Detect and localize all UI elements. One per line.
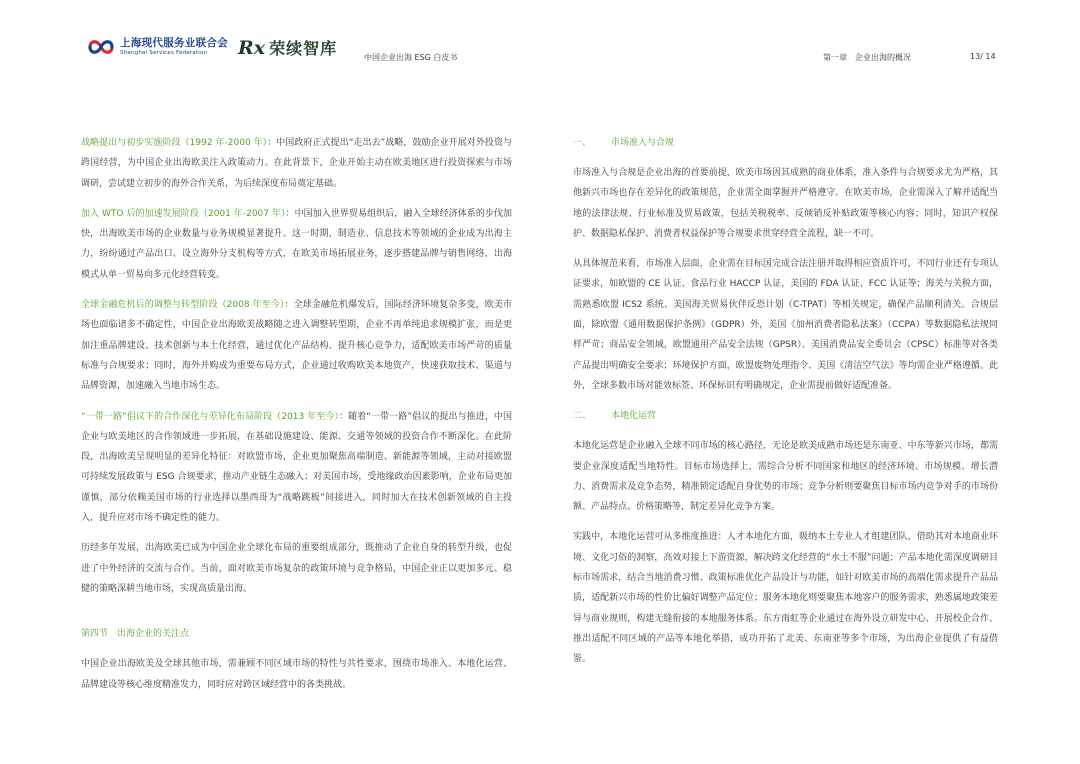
stage-body: ：中国加入世界贸易组织后，融入全球经济体系的步伐加快，出海欧美市场的企业数量与业务规模显著提升。这一时期，制造业、信息技术等领域的企业成为出海主力，纷纷通过产品出口、设立海外分支机构等方式，在欧美市场拓展业务，逐步搭建品牌与销售网络，出海模式从单一贸易向多元化经营转变。	[81, 208, 512, 280]
page-number: 13/ 14	[970, 52, 996, 61]
stage-body: ：全球金融危机爆发后，国际经济环境复杂多变，欧美市场也面临诸多不确定性，中国企业出海欧美战略随之进入调整转型期，企业不再单纯追求规模扩张，而是更加注重品牌建设、技术创新与本土化经营，通过优化产品结构、提升核心竞争力，适配欧美市场严苛的质量标准与合规要求；同时，海外并购成为重要布局方式，企业通过收购欧美本地资产，快速获取技术、渠道与品牌资源，加速融入当地市场生态。	[81, 300, 512, 392]
paragraph-localization-2: 实践中，本地化运营可从多维度推进：人才本地化方面，吸纳本土专业人才组建团队，借助其对本地商业环境、文化习俗的洞察，高效对接上下游资源，解决跨文化经营的“水土不服”问题；产品本地化需深度调研目标市场需求，结合当地消费习惯、政策标准优化产品设计与功能，如针对欧美市场的高端化需求提升产品品质，适配新兴市场的性价比偏好调整产品定位；服务本地化则要聚焦本地客户的服务需求，熟悉属地政策差异与商业规则，构建无缝衔接的本地服务体系。东方雨虹等企业通过在海外设立研发中心、开展校企合作、推出适配不同区域的产品等本地化举措，成功开拓了北美、东南亚等多个市场，为出海企业提供了有益借鉴。	[573, 532, 998, 665]
subsection-localization-title	[573, 406, 998, 426]
brand-logo	[238, 36, 337, 59]
paragraph-stage-2	[81, 204, 512, 285]
chapter-title: 第一章 企业出海的概况	[823, 53, 911, 62]
subsection-title: 本地化运营	[611, 411, 657, 422]
stage-heading: 加入 WTO 后的加速发展阶段（2001 年-2007 年）	[81, 208, 286, 219]
paragraph-stage-1	[81, 133, 512, 194]
subsection-number: 一、	[573, 138, 592, 148]
paragraph-intro: 中国企业出海欧美及全球其他市场，需兼顾不同区域市场的特性与共性要求，围绕市场准入、本地化运营、品牌建设等核心维度精准发力，同时应对跨区域经营中的各类挑战。	[81, 659, 512, 690]
left-column	[81, 133, 512, 695]
paragraph-stage-3	[81, 295, 512, 396]
stage-body: ：随着“一带一路”倡议的提出与推进，中国企业与欧美地区的合作领域进一步拓展，在基础设施建设、能源、交通等领域的投资合作不断深化。在此阶段，出海欧美呈现明显的差异化特征：对欧盟市场，企业更加聚焦高端制造、新能源等领域，主动对接欧盟可持续发展政策与 ESG 合规要求，推动产业链生态融入；对美国市场，受地缘政治因素影响，企业布局更加谨慎，部分依赖美国市场的行业选择以墨西哥为“战略跳板”间接进入，同时加大在技术创新领域的自主投入，提升应对市场不确定性的能力。	[81, 411, 513, 524]
brand-mark: Rx	[238, 36, 266, 59]
federation-logo	[86, 36, 228, 58]
stage-heading: “一带一路”倡议下的合作深化与差异化布局阶段（2013 年至今）	[81, 411, 340, 422]
subsection-title: 市场准入与合规	[611, 138, 675, 148]
paragraph-market-access-1: 市场准入与合规是企业出海的首要前提，欧美市场因其成熟的商业体系，准入条件与合规要求尤为严格，其他新兴市场也存在差异化的政策规范，企业需全面掌握并严格遵守。在欧美市场，企业需深入了解并适配当地的法律法规、行业标准及贸易政策，包括关税税率、反倾销反补贴政策等核心内容；同时，知识产权保护、数据隐私保护、消费者权益保护等合规要求贯穿经营全流程，缺一不可。	[573, 168, 998, 239]
federation-name-cn: 上海现代服务业联合会	[120, 37, 228, 49]
federation-name-en: Shanghai Services Federation	[120, 49, 208, 56]
paragraph-summary: 历经多年发展，出海欧美已成为中国企业全球化布局的重要组成部分，既推动了企业自身的转型升级，也促进了中外经济的交流与合作。当前，面对欧美市场复杂的政策环境与竞争格局，中国企业正以更加多元、稳健的策略深耕当地市场，实现高质量出海。	[81, 543, 512, 594]
paragraph-localization-1: 本地化运营是企业融入全球不同市场的核心路径，无论是欧美成熟市场还是东南亚、中东等新兴市场，都需要企业深度适配当地特性。目标市场选择上，需综合分析不同国家和地区的经济环境、市场规模、增长潜力、消费需求及竞争态势，精准锁定适配自身优势的市场；竞争分析则要聚焦目标市场内竞争对手的市场份额、产品特点、价格策略等，制定差异化竞争方案。	[573, 441, 998, 513]
paragraph-market-access-2: 从具体规范来看，市场准入层面，企业需在目标国完成合法注册并取得相应资质许可，不同行业还有专项认证要求，如欧盟的 CE 认证、食品行业 HACCP 认证，美国的 FDA 认证、FCC 认证等；海关与关税方面，需熟悉欧盟 ICS2 系统、美国海关贸易伙伴反恐计划（C-TPAT）等相关规定，确保产品顺利清关。合规层面，除欧盟《通用数据保护条例》（GDPR）外，美国《加州消费者隐私法案》（CCPA）等数据隐私法规同样严苛；商品安全领域，欧盟通用产品安全法规（GPSR）、美国消费品安全委员会（CPSC）标准等对各类产品提出明确安全要求；环境保护方面，欧盟废物处理指令、美国《清洁空气法》等均需企业严格遵循。此外，全球多数市场对能效标签、环保标识有明确规定，企业需提前做好适配准备。	[573, 259, 998, 391]
section-title: 第四节 出海企业的关注点	[81, 629, 190, 640]
paragraph-stage-4	[81, 407, 512, 529]
page-header	[0, 0, 1080, 80]
stage-heading: 战略提出与初步实施阶段（1992 年-2000 年）	[81, 138, 268, 148]
stage-body: ：中国政府正式提出“走出去”战略，鼓励企业开展对外投资与跨国经营，为中国企业出海欧美注入政策动力。在此背景下，企业开始主动在欧美地区进行投资探索与市场调研，尝试建立初步的海外合作关系，为后续深度布局奠定基础。	[81, 138, 512, 189]
subsection-market-access-title	[573, 133, 998, 153]
subsection-number: 二、	[573, 411, 592, 422]
federation-logo-icon	[86, 36, 116, 58]
right-column	[573, 133, 998, 670]
document-title: 中国企业出海 ESG 白皮书	[364, 53, 458, 62]
brand-name: 荣续智库	[269, 39, 338, 58]
stage-heading: 全球金融危机后的调整与转型阶段（2008 年至今）	[81, 300, 285, 311]
